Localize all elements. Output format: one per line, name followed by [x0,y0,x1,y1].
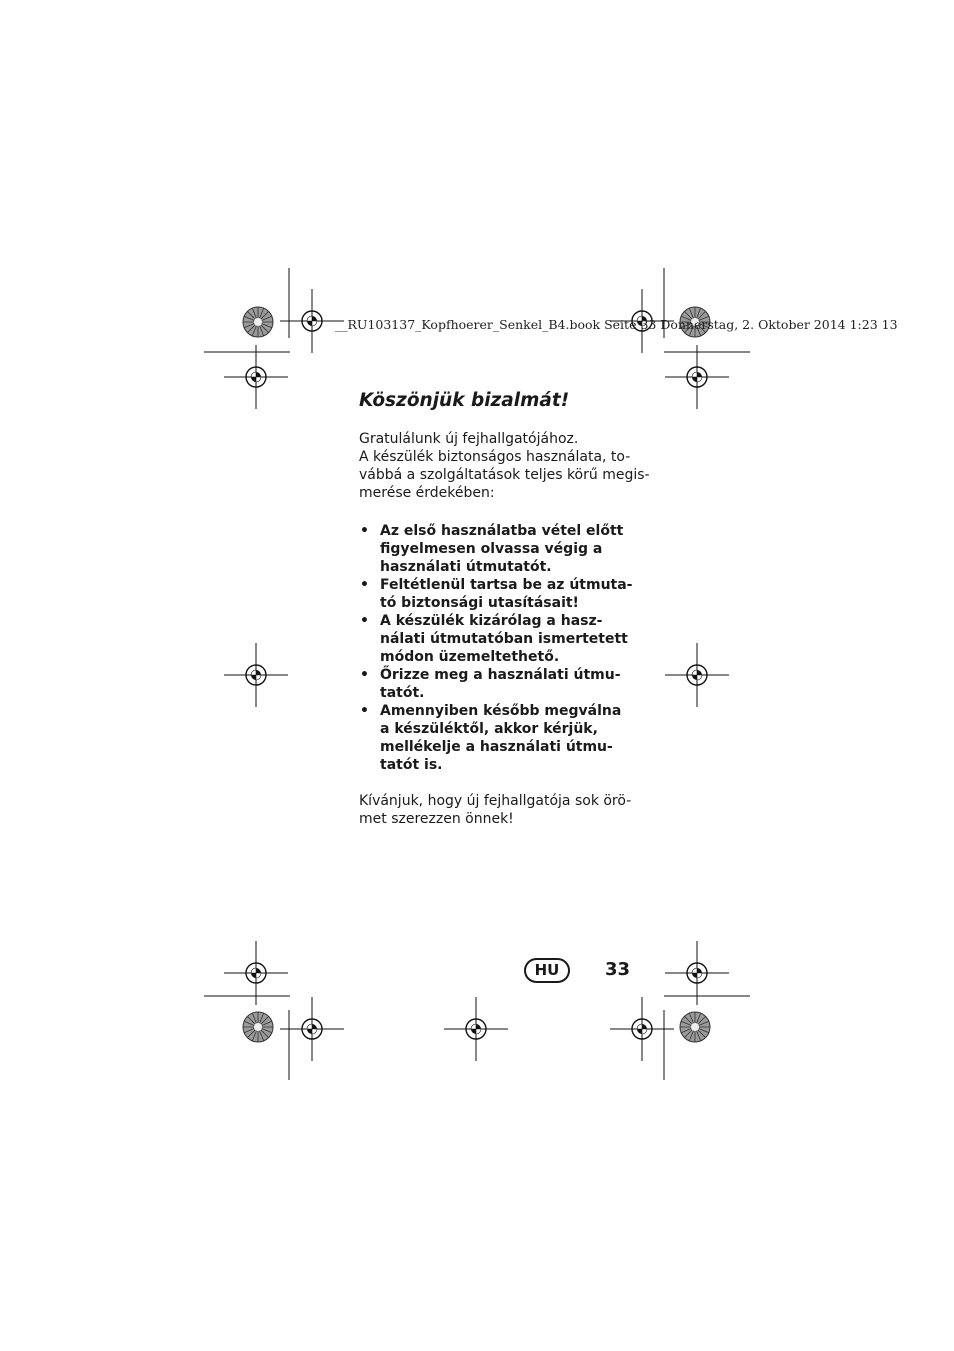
list-item-line: Az első használatba vétel előtt [380,523,624,539]
page-title: Köszönjük bizalmát! [359,390,570,411]
list-item-line: tatót. [380,685,425,701]
closing-line: met szerezzen önnek! [359,811,514,827]
list-item-line: A készülék kizárólag a hasz- [380,613,603,629]
page-number: 33 [605,959,631,980]
list-item [359,522,634,576]
list-item-line: módon üzemeltethető. [380,649,560,665]
bullet-symbol: • [360,523,369,539]
list-item [359,612,634,666]
list-item-line: Őrizze meg a használati útmu- [380,667,621,683]
closing-line: Kívánjuk, hogy új fejhallgatója sok örö- [359,793,632,809]
list-item-line: Feltétlenül tartsa be az útmuta- [380,577,633,593]
intro-line: merése érdekében: [359,485,495,501]
list-item [359,666,634,702]
list-item [359,702,634,774]
bullet-symbol: • [360,667,369,683]
bullet-symbol: • [360,703,369,719]
list-item-line: Amennyiben később megválna [380,703,622,719]
instruction-list [359,522,634,774]
list-item-line: tatót is. [380,757,443,773]
intro-paragraph [359,430,650,502]
bullet-symbol: • [360,577,369,593]
list-item-line: használati útmutatót. [380,559,552,575]
language-badge: HU [524,958,570,983]
list-item-line: mellékelje a használati útmu- [380,739,613,755]
intro-line: vábbá a szolgáltatások teljes körű megis- [359,467,650,483]
intro-line: A készülék biztonságos használata, to- [359,449,631,465]
page-content [359,388,650,828]
print-header-slug: __RU103137_Kopfhoerer_Senkel_B4.book Seite 33 Donnerstag, 2. Oktober 2014 1:23 13 [335,317,898,332]
intro-line: Gratulálunk új fejhallgatójához. [359,431,579,447]
list-item-line: a készüléktől, akkor kérjük, [380,721,598,737]
list-item-line: nálati útmutatóban ismertetett [380,631,628,647]
list-item-line: figyelmesen olvassa végig a [380,541,603,557]
list-item [359,576,634,612]
list-item-line: tó biztonsági utasításait! [380,595,579,611]
closing-paragraph [359,792,634,828]
bullet-symbol: • [360,613,369,629]
